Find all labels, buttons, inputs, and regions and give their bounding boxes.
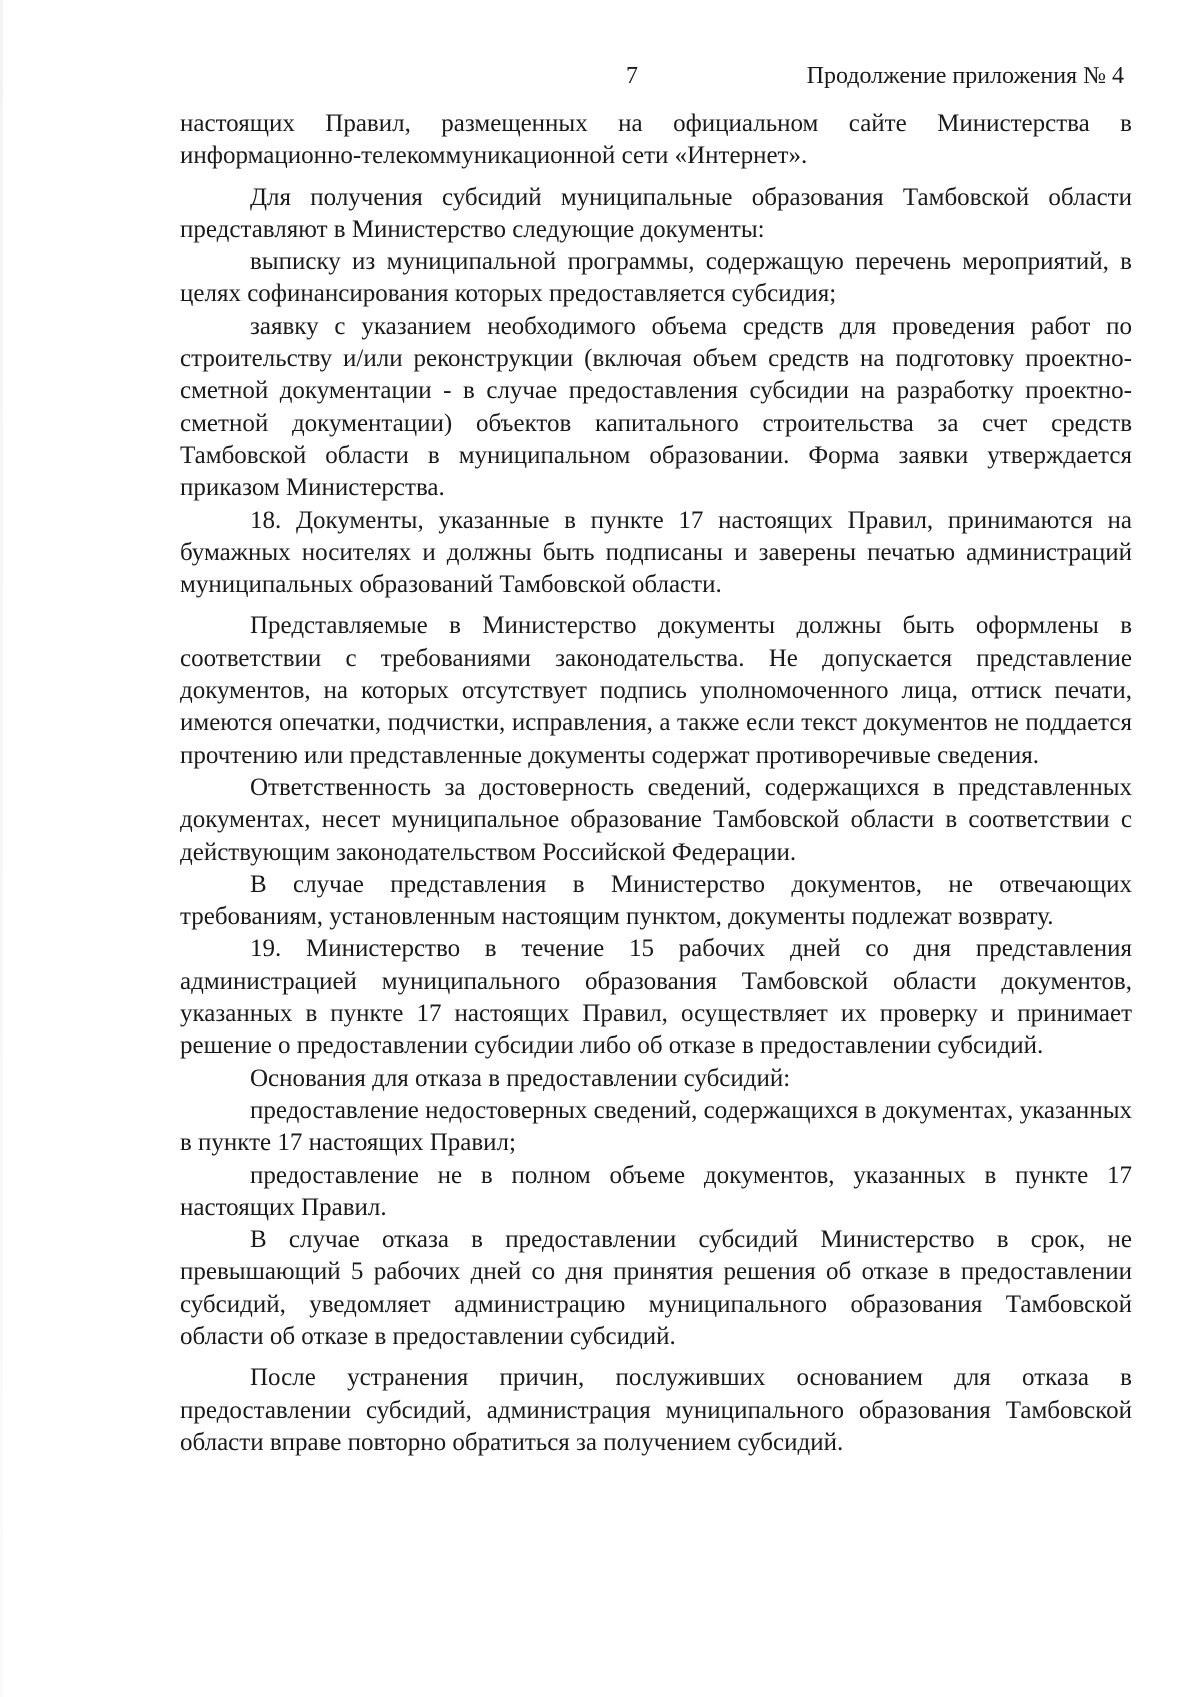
paragraph: Для получения субсидий муниципальные образования Тамбовской области представляют в Министерство следующие документы: — [180, 183, 1132, 243]
paragraph: предоставление не в полном объеме документов, указанных в пункте 17 настоящих Правил. — [180, 1161, 1132, 1221]
page-number: 7 — [626, 63, 638, 89]
paragraph: выписку из муниципальной программы, содержащую перечень мероприятий, в целях софинансирования которых предоставляется субсидия; — [180, 248, 1132, 308]
paragraph: предоставление недостоверных сведений, содержащихся в документах, указанных в пункте 17 настоящих Правил; — [180, 1096, 1132, 1157]
appendix-continuation-label: Продолжение приложения № 4 — [806, 63, 1124, 89]
paragraph: настоящих Правил, размещенных на официальном сайте Министерства в информационно-телекоммуникационной сети «Интернет». — [180, 110, 1132, 170]
document-body — [180, 108, 1132, 1459]
paragraph: Ответственность за достоверность сведений, содержащихся в представленных документах, несет муниципальное образование Тамбовской области в соответствии с действующим законодательством Российской Федерации. — [180, 773, 1132, 866]
paragraph: Основания для отказа в предоставлении субсидий: — [250, 1064, 791, 1092]
paragraph: 19. Министерство в течение 15 рабочих дней со дня представления администрацией муниципального образования Тамбовской области документов, указанных в пункте 17 настоящих Правил, осуществляет их проверку и принимает решение о предоставлении субсидии либо об отказе в предоставлении субсидий. — [180, 935, 1132, 1060]
paragraph: заявку с указанием необходимого объема средств для проведения работ по строительству и/или реконструкции (включая объем средств на подготовку проектно-сметной документации - в случае предоставления субсидии на разработку проектно-сметной документации) объектов капитального строительства за счет средств Тамбовской области в муниципальном образовании. Форма заявки утверждается приказом Министерства. — [180, 312, 1132, 502]
paragraph: В случае представления в Министерство документов, не отвечающих требованиям, установленным настоящим пунктом, документы подлежат возврату. — [180, 870, 1132, 931]
paragraph: После устранения причин, послуживших основанием для отказа в предоставлении субсидий, администрация муниципального образования Тамбовской области вправе повторно обратиться за получением субсидий. — [180, 1364, 1132, 1456]
paragraph: 18. Документы, указанные в пункте 17 настоящих Правил, принимаются на бумажных носителях и должны быть подписаны и заверены печатью администраций муниципальных образований Тамбовской области. — [180, 506, 1132, 599]
paragraph: Представляемые в Министерство документы должны быть оформлены в соответствии с требованиями законодательства. Не допускается представление документов, на которых отсутствует подпись уполномоченного лица, оттиск печати, имеются опечатки, подчистки, исправления, а также если текст документов не поддается прочтению или представленные документы содержат противоречивые сведения. — [180, 612, 1132, 769]
paragraph: В случае отказа в предоставлении субсидий Министерство в срок, не превышающий 5 рабочих дней со дня принятия решения об отказе в предоставлении субсидий, уведомляет администрацию муниципального образования Тамбовской области об отказе в предоставлении субсидий. — [180, 1226, 1132, 1350]
scan-edge — [0, 0, 3, 1697]
